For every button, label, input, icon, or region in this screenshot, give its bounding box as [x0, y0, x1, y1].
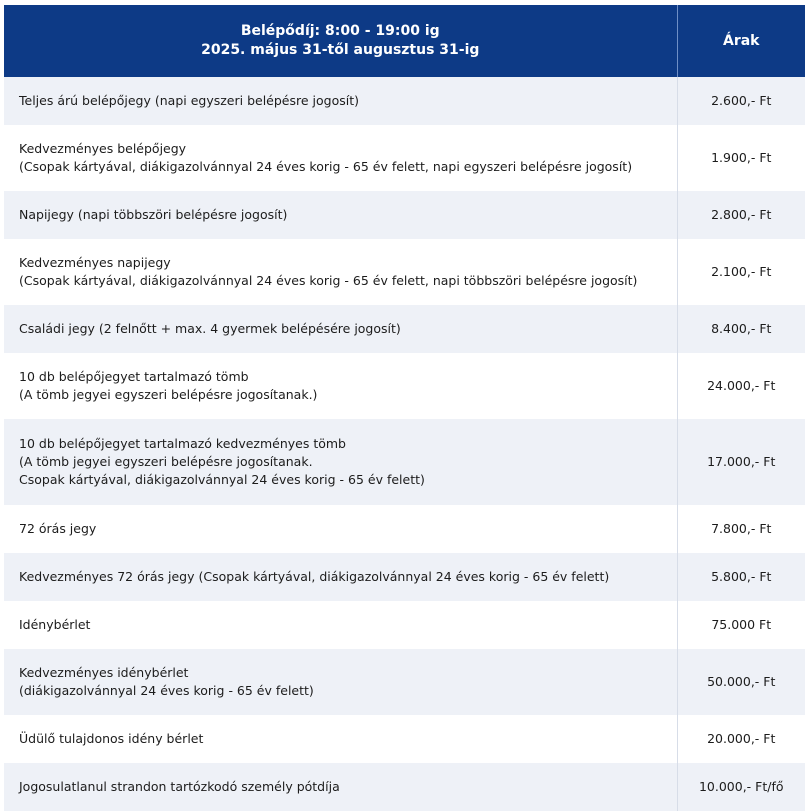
- ticket-description: [4, 763, 677, 811]
- ticket-description: [4, 191, 677, 239]
- table-row: [4, 763, 805, 811]
- description-line: Teljes árú belépőjegy (napi egyszeri belépésre jogosít): [19, 93, 359, 108]
- table-row: [4, 305, 805, 353]
- ticket-price: 17.000,- Ft: [677, 419, 805, 505]
- ticket-price: 24.000,- Ft: [677, 353, 805, 419]
- table-row: [4, 77, 805, 125]
- table-row: [4, 505, 805, 553]
- ticket-description: [4, 649, 677, 715]
- table-row: [4, 125, 805, 191]
- ticket-description: [4, 77, 677, 125]
- ticket-price: 10.000,- Ft/fő: [677, 763, 805, 811]
- header-title-line1: Belépődíj: 8:00 - 19:00 ig: [240, 23, 440, 39]
- description-line: (A tömb jegyei egyszeri belépésre jogosítanak.: [19, 454, 313, 469]
- description-line: Családi jegy (2 felnőtt + max. 4 gyermek belépésére jogosít): [19, 321, 401, 336]
- ticket-price: 5.800,- Ft: [677, 553, 805, 601]
- description-line: Kedvezményes idénybérlet: [19, 665, 189, 680]
- ticket-description: [4, 125, 677, 191]
- ticket-description: [4, 601, 677, 649]
- price-table: [4, 5, 805, 811]
- table-row: [4, 191, 805, 239]
- table-row: [4, 715, 805, 763]
- ticket-description: [4, 715, 677, 763]
- description-line: Kedvezményes napijegy: [19, 255, 171, 270]
- description-line: 10 db belépőjegyet tartalmazó kedvezményes tömb: [19, 436, 346, 451]
- ticket-price: 2.100,- Ft: [677, 239, 805, 305]
- header-price-cell: Árak: [677, 5, 805, 77]
- description-line: (Csopak kártyával, diákigazolvánnyal 24 éves korig - 65 év felett, napi egyszeri belépésre jogosít): [19, 159, 633, 174]
- table-row: [4, 239, 805, 305]
- price-table-body: [4, 77, 805, 811]
- header-title-line2: 2025. május 31-től augusztus 31-ig: [201, 42, 480, 58]
- ticket-price: 2.600,- Ft: [677, 77, 805, 125]
- description-line: (Csopak kártyával, diákigazolvánnyal 24 éves korig - 65 év felett, napi többszöri belépésre jogosít): [19, 273, 638, 288]
- description-line: Kedvezményes belépőjegy: [19, 141, 187, 156]
- ticket-description: [4, 419, 677, 505]
- ticket-description: [4, 505, 677, 553]
- ticket-price: 50.000,- Ft: [677, 649, 805, 715]
- ticket-price: 20.000,- Ft: [677, 715, 805, 763]
- description-line: (diákigazolvánnyal 24 éves korig - 65 év felett): [19, 683, 314, 698]
- description-line: 72 órás jegy: [19, 521, 97, 536]
- description-line: (A tömb jegyei egyszeri belépésre jogosítanak.): [19, 387, 318, 402]
- table-row: [4, 419, 805, 505]
- ticket-description: [4, 239, 677, 305]
- ticket-description: [4, 305, 677, 353]
- price-table-container: [4, 5, 805, 811]
- description-line: Napijegy (napi többszöri belépésre jogosít): [19, 207, 288, 222]
- ticket-price: 75.000 Ft: [677, 601, 805, 649]
- table-row: [4, 601, 805, 649]
- table-row: [4, 553, 805, 601]
- ticket-description: [4, 353, 677, 419]
- description-line: Idénybérlet: [19, 617, 91, 632]
- table-row: [4, 649, 805, 715]
- ticket-price: 2.800,- Ft: [677, 191, 805, 239]
- table-row: [4, 353, 805, 419]
- ticket-price: 8.400,- Ft: [677, 305, 805, 353]
- description-line: Kedvezményes 72 órás jegy (Csopak kártyával, diákigazolvánnyal 24 éves korig - 65 év felett): [19, 569, 610, 584]
- description-line: Csopak kártyával, diákigazolvánnyal 24 éves korig - 65 év felett): [19, 472, 425, 487]
- header-title-cell: [4, 5, 677, 77]
- description-line: 10 db belépőjegyet tartalmazó tömb: [19, 369, 249, 384]
- table-header-row: [4, 5, 805, 77]
- description-line: Jogosulatlanul strandon tartózkodó személy pótdíja: [19, 779, 340, 794]
- description-line: Üdülő tulajdonos idény bérlet: [19, 731, 204, 746]
- ticket-price: 7.800,- Ft: [677, 505, 805, 553]
- ticket-description: [4, 553, 677, 601]
- ticket-price: 1.900,- Ft: [677, 125, 805, 191]
